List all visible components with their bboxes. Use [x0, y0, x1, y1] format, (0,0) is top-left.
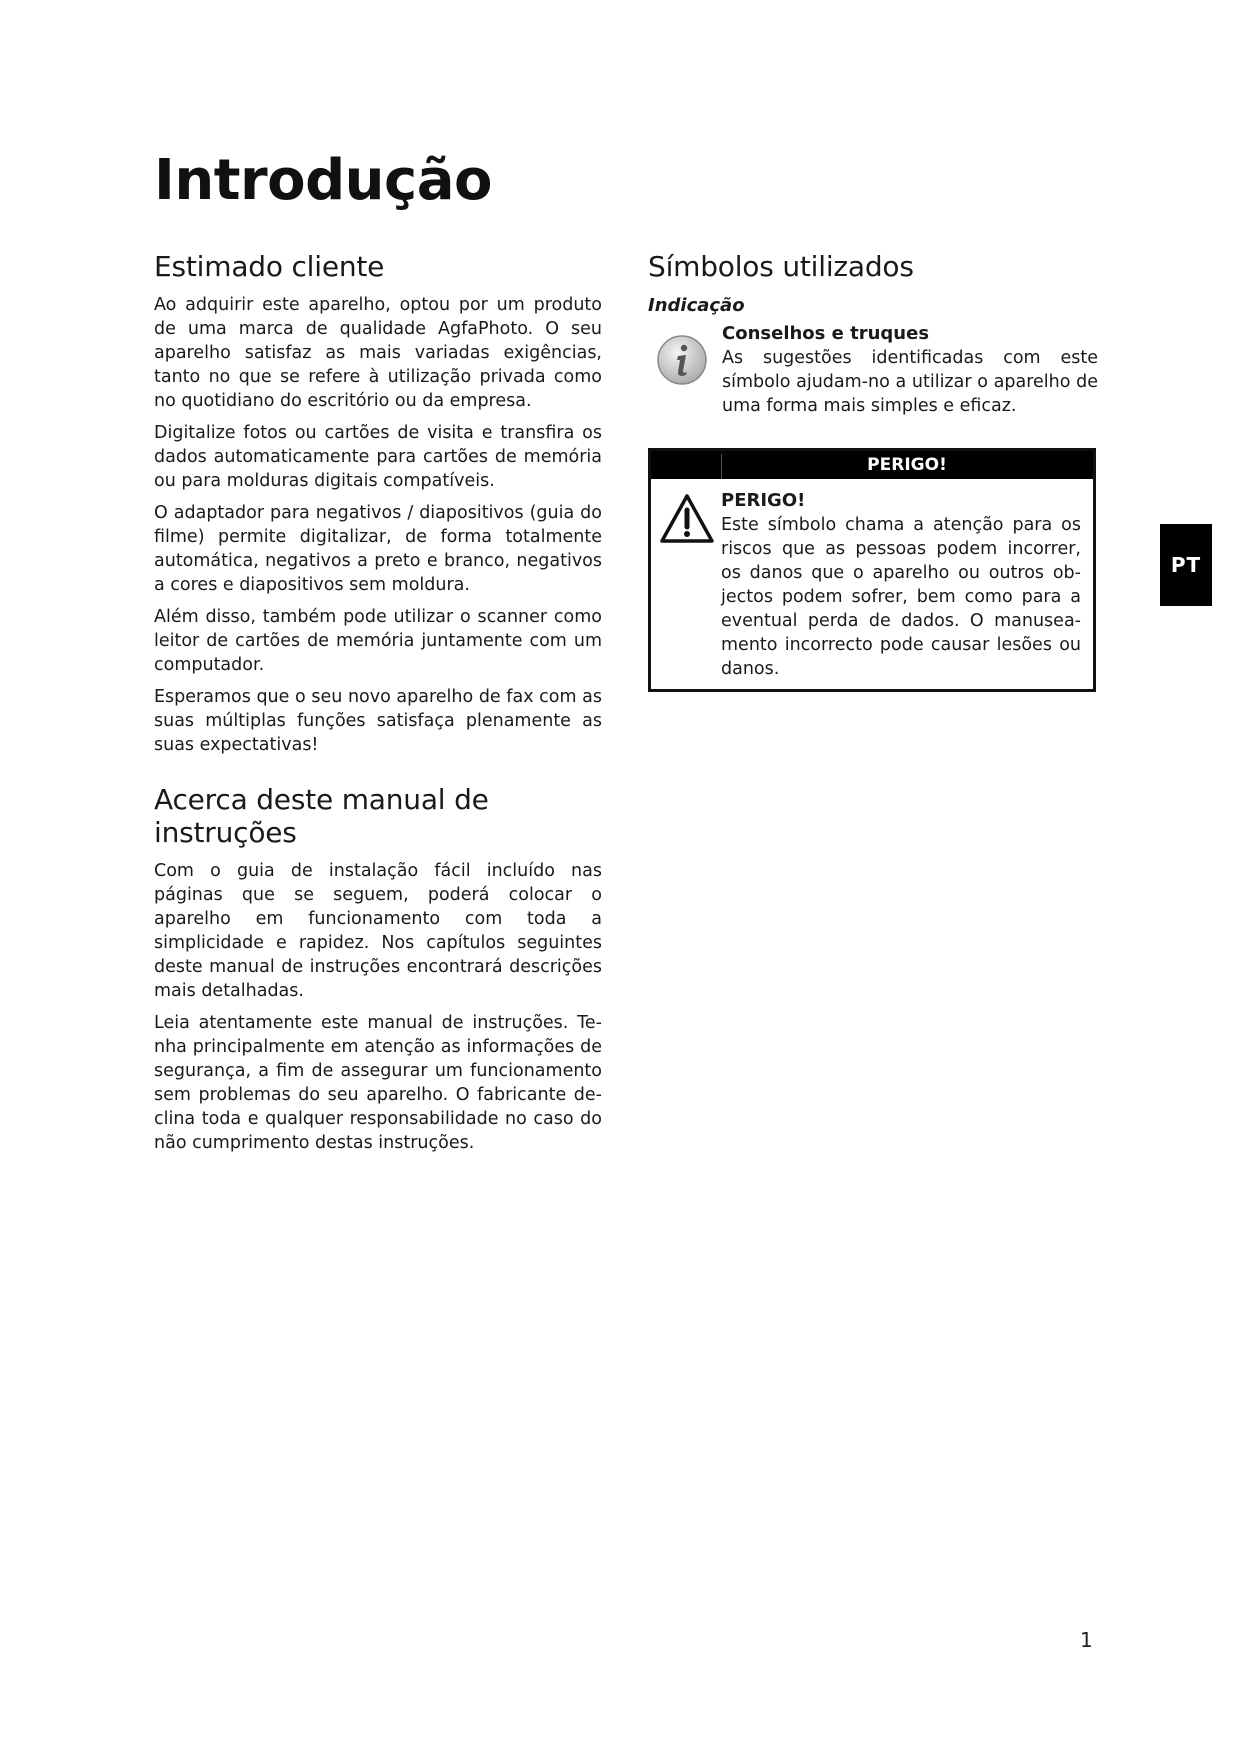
tip-text: As sugestões identificadas com este símbolo ajudam-no a utilizar o aparelho de uma forma mais simples e eficaz. [722, 348, 1098, 416]
tip-block [648, 322, 1098, 418]
paragraph: Ao adquirir este aparelho, optou por um produto de uma marca de qualidade AgfaPhoto. O seu aparelho satisfaz as mais variadas exigências, tanto no que se refere à utilização privada como no quotidiano do escritório ou da empresa. [154, 295, 602, 411]
section-acerca-manual [154, 783, 602, 1155]
page-title: Introdução [154, 148, 492, 213]
warning-triangle-icon [659, 493, 715, 549]
right-column [648, 250, 1098, 692]
paragraph: Leia atentamente este manual de instruções. Tenha principalmente em atenção as informações de segurança, a fim de assegurar um funcionamento sem problemas do seu aparelho. O fabricante declina toda e qualquer responsabilidade no caso do não cumprimento destas instruções. [154, 1013, 602, 1153]
tip-title: Conselhos e truques [722, 323, 930, 344]
section-estimado-cliente [154, 250, 602, 757]
language-tab: PT [1160, 524, 1212, 606]
warning-bar [651, 451, 1093, 479]
warning-bar-label: PERIGO! [867, 455, 947, 475]
warning-text: Este símbolo chama a atenção para os riscos que as pessoas podem incorrer, os danos que o aparelho ou outros objectos podem sofrer, bem como para a eventual perda de dados. O manuseamento incorrecto pode causar lesões ou danos. [721, 515, 1081, 679]
page-number: 1 [1080, 1628, 1093, 1652]
info-icon [656, 334, 708, 390]
section-heading: Símbolos utilizados [648, 250, 914, 283]
paragraph: Esperamos que o seu novo aparelho de fax com as suas múltiplas funções satisfaça plenamente as suas expectativas! [154, 687, 602, 755]
warning-title: PERIGO! [721, 490, 806, 511]
warning-body [651, 479, 1093, 689]
warning-box [648, 448, 1096, 692]
paragraph: O adaptador para negativos / diapositivos (guia do filme) permite digitalizar, de forma totalmente automática, negativos a preto e branco, negativos a cores e diapositivos sem moldura. [154, 503, 602, 595]
note-label: Indicação [648, 295, 745, 316]
paragraph: Com o guia de instalação fácil incluído nas páginas que se seguem, poderá colocar o aparelho em funcionamento com toda a simplicidade e rapidez. Nos capítulos seguintes deste manual de instruções encontrará descrições mais detalhadas. [154, 861, 602, 1001]
left-column [154, 250, 602, 1163]
section-heading: Acerca deste manual de instruções [154, 783, 489, 849]
paragraph: Além disso, também pode utilizar o scanner como leitor de cartões de memória juntamente com um computador. [154, 607, 602, 675]
paragraph: Digitalize fotos ou cartões de visita e transfira os dados automaticamente para cartões de memória ou para molduras digitais compatíveis. [154, 423, 602, 491]
section-heading: Estimado cliente [154, 250, 385, 283]
